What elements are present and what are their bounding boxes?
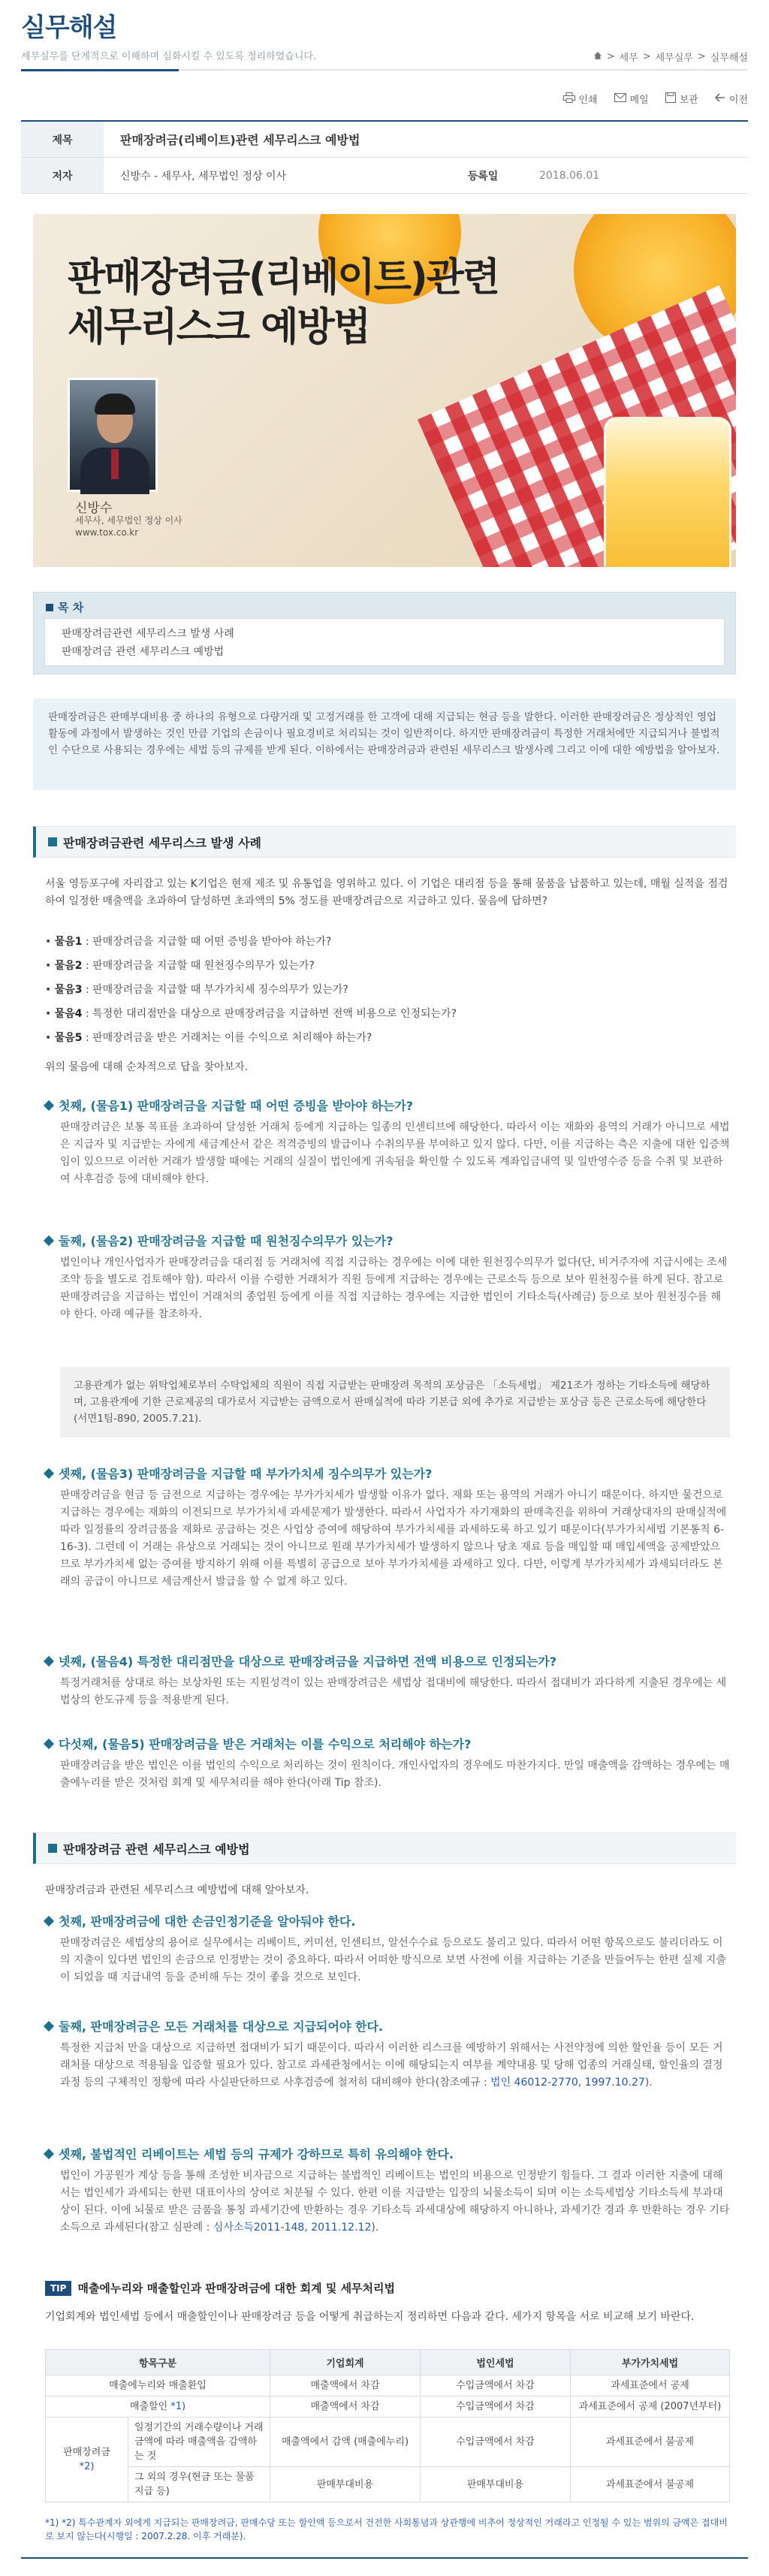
ruling-link[interactable]: 심사소득2011-148, 2011.12.12 <box>213 2222 372 2234</box>
article-banner-image <box>33 214 736 567</box>
header-accent-bar <box>21 69 179 71</box>
mail-icon <box>614 93 626 105</box>
article-toolbar <box>563 92 749 106</box>
tip-body: 법인이 가공원가 계상 등을 통해 조성한 비자금으로 지급하는 불법적인 리베이트는 법인의 비용으로 인정받기 힘들다. 그 결과 이러한 지출에 대해서는 법인세가 과세되는 한편 대표이사의 상여로 처분될 수 있다. 한편 이를 지급받는 입장의 뇌물소득이 되며 이는 소득세법상 기타소득세 부과대상이 된다. 이에 뇌물로 받은 금품을 통칭 과세기간에 반환하는 경우 기타소득 과세대상에 해당하지 아니하나, 과세기간 경과 후 반환하는 경우 기타소득으로 과세된다(참고 심판례 : 심사소득2011-148, 2011.12.12). <box>60 2170 730 2234</box>
date-value: 2018.06.01 <box>539 169 600 182</box>
toc-heading: 목 차 <box>46 599 83 615</box>
toc-square-icon <box>46 604 53 611</box>
author-label: 저자 <box>21 158 104 193</box>
breadcrumb-item[interactable]: 세무 <box>619 53 638 64</box>
section-heading: 판매장려금 관련 세무리스크 예방법 <box>33 1832 736 1864</box>
section-heading: 판매장려금관련 세무리스크 발생 사례 <box>33 826 736 858</box>
tip-heading: TIP 매출에누리와 매출할인과 판매장려금에 대한 회계 및 세무처리법 <box>45 2280 395 2296</box>
ruling-link[interactable]: 법인 46012-2770, 1997.10.27 <box>490 2077 645 2089</box>
answer-body: 판매장려금은 보통 목표를 초과하여 달성한 거래처 등에게 지급하는 일종의 인센티브에 해당한다. 따라서 이는 재화와 용역의 거래가 아니므로 세법은 지급자 및 지급받는 자에게 세금계산서 같은 적격증빙의 발급이나 수취의무를 부여하고 있지 않다. 다만, 이를 지급하는 측은 지출에 대한 입증책임이 있으므로 이러한 거래가 발생할 때에는 거래의 실질이 법인에게 귀속됨을 확인할 수 있도록 계좌입금내역 및 일반영수증 등을 수취 및 보관하여 사후검증 등에 대비해야 한다. <box>60 1121 730 1185</box>
article-meta <box>21 120 748 194</box>
arrow-left-icon <box>715 93 725 105</box>
toc-item[interactable]: 판매장려금관련 세무리스크 발생 사례 <box>62 628 234 640</box>
save-button[interactable]: 보관 <box>665 92 698 106</box>
date-label: 등록일 <box>467 170 499 182</box>
answer-body: 판매장려금을 현금 등 금전으로 지급하는 경우에는 부가가치세가 발생할 이유가 없다. 재화 또는 용역의 거래가 아니기 때문이다. 하지만 물건으로 지급하는 경우에는 재화의 이전되므로 부가가치세 과세문제가 발생한다. 따라서 사업자가 자기재화의 판매촉진을 위하여 거래상대자의 판매실적에 따라 일정률의 장려금품을 재화로 공급하는 것은 사업상 증여에 해당하여 부가가치세를 과세하도록 하고 있기 때문이다(부가가치세법 기본통칙 6-16-3). 그런데 이 거래는 유상으로 거래되는 것이 아니므로 원래 부가가치세가 발생하지 않으나 당초 재료 등을 매입할 때 매입세액을 공제받았으므로 부가가치세 없는 증여를 방지하기 위해 이를 특별히 공급으로 보아 부가가치세를 과세하고 있다. 다만, 이렇게 부가가치세가 과세되더라도 본래의 공급이 아니므로 세금계산서 발급을 할 수 없게 하고 있다. <box>60 1489 727 1588</box>
table-row: 매출할인 *1) 매출액에서 차감 수입금액에서 차감 과세표준에서 공제 (2007년부터) <box>46 2397 730 2418</box>
author-photo <box>68 378 158 492</box>
table-row: 매출에누리와 매출환입 매출액에서 차감 수입금액에서 차감 과세표준에서 공제 <box>46 2375 730 2397</box>
tip-badge: TIP <box>45 2281 71 2296</box>
print-button[interactable]: 인쇄 <box>563 92 598 106</box>
tip-body: 특정한 지급처 만을 대상으로 지급하면 접대비가 되기 때문이다. 따라서 이러한 리스크를 예방하기 위해서는 사전약정에 의한 할인율 등이 모든 거래처를 대상으로 적용됨을 입증할 필요가 있다. 참고로 과세관청에서는 이에 해당되는지 여부를 계약내용 및 당해 업종의 거래실태, 할인율의 결정과정 등의 구체적인 정황에 따라 사실판단하므로 사후검증에 철저히 대비해야 한다(참조예규 : 법인 46012-2770, 1997.10.27). <box>60 2042 723 2089</box>
home-icon[interactable] <box>593 51 602 63</box>
tip-heading: 둘째, 판매장려금은 모든 거래처를 대상으로 지급되어야 한다. <box>45 2017 730 2035</box>
answer-body: 법인이나 개인사업자가 판매장려금을 대리점 등 거래처에 직접 지급하는 경우에는 이에 대한 원천징수의무가 없다(단, 비거주자에 지급시에는 조세조약 등을 별도로 검토해야 함). 따라서 이를 수령한 거래처가 직원 등에게 지급하는 경우에는 근로소득 등으로 보아 원천징수를 하게 된다. 참고로 판매장려금을 지급하는 법인이 거래처의 종업원 등에게 이를 직접 지급하는 경우에는 지급한 법인이 기타소득(사례금) 등으로 보아 원천징수를 해야 한다. 아래 예규를 참조하자. <box>60 1256 728 1320</box>
tip-heading: 셋째, 불법적인 리베이트는 세법 등의 규제가 강하므로 특히 유의해야 한다. <box>45 2145 730 2162</box>
table-row: 판매장려금 *2) 일정기간의 거래수량이나 거래금액에 따라 매출액을 감액하는 것 매출액에서 감액 (매출에누리) 수입금액에서 차감 과세표준에서 불공제 <box>46 2418 730 2467</box>
meta-title-row <box>21 122 748 158</box>
ruling-note: 고용관계가 없는 위탁업체로부터 수탁업체의 직원이 직접 지급받는 판매장려 목적의 포상금은 「소득세법」 제21조가 정하는 기타소득에 해당하며, 고용관계에 기한 근로제공의 대가로서 지급받는 금액으로서 판매실적에 따라 기본급 외에 추가로 지급받는 포상금 등은 근로소득에 해당한다(서면1팀-890, 2005.7.21). <box>60 1367 730 1437</box>
list-item: • 물음4 : 특정한 대리점만을 대상으로 판매장려금을 지급하면 전액 비용으로 인정되는가? <box>45 1008 457 1020</box>
print-icon <box>563 92 575 106</box>
section-title: 실무해설 <box>21 13 117 43</box>
save-icon <box>665 92 676 106</box>
author-signature: 신방수 세무사, 세무법인 정상 이사 www.tox.co.kr <box>75 501 182 538</box>
answer-heading: 넷째, (물음4) 특정한 대리점만을 대상으로 판매장려금을 지급하면 전액 비용으로 인정되는가? <box>45 1652 730 1670</box>
list-item: • 물음1 : 판매장려금을 지급할 때 어떤 증빙을 받아야 하는가? <box>45 936 332 948</box>
answer-body: 특정거래처를 상대로 하는 보상차원 또는 지원성격이 있는 판매장려금은 세법상 접대비에 해당한다. 따라서 접대비가 과다하게 지출된 경우에는 세법상의 한도규제 등을 적용받게 된다. <box>60 1677 727 1706</box>
author-value: 신방수 - 세무사, 세무법인 정상 이사 <box>120 170 287 182</box>
case-paragraph: 서울 영등포구에 자리잡고 있는 K기업은 현재 제조 및 유통업을 영위하고 있다. 이 기업은 대리점 등을 통해 물품을 납품하고 있는데, 매월 실적을 점검하여 일정한 매출액을 초과하여 달성하면 초과액의 5% 정도를 판매장려금으로 지급하고 있다. 물음에 답하면? <box>45 878 728 907</box>
answer-heading: 다섯째, (물음5) 판매장려금을 받은 거래처는 이를 수익으로 처리해야 하는가? <box>45 1735 730 1752</box>
section-subtitle: 세무실무를 단계적으로 이해하며 심화시킬 수 있도록 정리하였습니다. <box>21 51 317 62</box>
meta-author-row <box>21 158 748 194</box>
mail-button[interactable]: 메일 <box>614 92 649 106</box>
title-label: 제목 <box>21 122 104 157</box>
lead-text: 위의 물음에 대해 순차적으로 답을 찾아보자. <box>45 1061 249 1073</box>
tip-lead: 기업회계와 법인세법 등에서 매출할인이나 판매장려금 등을 어떻게 취급하는지 정리하면 다음과 같다. 세가지 항목을 서로 비교해 보기 바란다. <box>45 2311 695 2323</box>
article-title: 판매장려금(리베이트)관련 세무리스크 예방법 <box>120 133 360 147</box>
answer-body: 판매장려금을 받은 법인은 이를 법인의 수익으로 처리하는 것이 원칙이다. 개인사업자의 경우에도 마찬가지다. 만일 매출액을 감액하는 경우에는 매출에누리를 받은 것처럼 회계 및 세무처리를 해야 한다(아래 Tip 참조). <box>60 1760 730 1789</box>
breadcrumb-item[interactable]: 세무실무 <box>655 53 693 64</box>
list-item: • 물음5 : 판매장려금을 받은 거래처는 이를 수익으로 처리해야 하는가? <box>45 1032 372 1044</box>
square-bullet-icon <box>48 837 57 846</box>
breadcrumb: > 세무 > 세무실무 > 실무해설 <box>593 50 748 64</box>
table-row: 그 외의 경우(현금 또는 물품 지급 등) 판매부대비용 판매부대비용 과세표준에서 불공제 <box>46 2467 730 2502</box>
prev-button[interactable]: 이전 <box>715 92 748 106</box>
intro-paragraph: 판매장려금은 판매부대비용 중 하나의 유형으로 다량거래 및 고정거래를 한 고객에 대해 지급되는 현금 등을 말한다. 이러한 판매장려금은 정상적인 영업활동에 과정에서 발생하는 것인 만큼 기업의 손금이나 필요경비로 처리되는 것이 일반적이다. 하지만 판매장려금이 특정한 거래처에만 지급되거나 불법적인 수단으로 사용되는 경우에는 세법 등의 규제를 받게 된다. 이하에서는 판매장려금과 관련된 세무리스크 발생사례 그리고 이에 대한 예방법을 알아보자. <box>33 698 736 790</box>
table-header-row: 항목구분 기업회계 법인세법 부가가치세법 <box>46 2350 730 2375</box>
banner-title: 판매장려금(리베이트)관련 세무리스크 예방법 <box>68 255 499 350</box>
list-item: • 물음2 : 판매장려금을 지급할 때 원천징수의무가 있는가? <box>45 960 315 972</box>
question-list <box>45 930 730 1050</box>
tip-body: 판매장려금은 세법상의 용어로 실무에서는 리베이트, 커미션, 인센티브, 알선수수료 등으로도 불리고 있다. 따라서 어떤 항목으로도 불리더라도 이의 지출이 있다면 법인의 손금으로 인정받는 것이 중요하다. 따라서 어떠한 방식으로 보면 사전에 이를 지급하는 기준을 만들어두는 한편 실제 지출이 되었을 때 지급내역 등을 준비해 두는 것이 좋을 것으로 보인다. <box>60 1937 726 1983</box>
square-bullet-icon <box>48 1844 57 1853</box>
comparison-table <box>45 2349 730 2502</box>
page-bottom-divider <box>21 2557 748 2559</box>
juice-glass-image <box>604 417 731 567</box>
page-header <box>21 11 748 71</box>
table-footnote: *1) *2) 특수관계자 외에게 지급되는 판매장려금, 판매수당 또는 할인액 등으로서 건전한 사회통념과 상관행에 비추어 정상적인 거래라고 인정될 수 있는 범위의 금액은 접대비로 보지 않는다(시행일 : 2007.2.28. 이후 거래분). <box>45 2517 728 2541</box>
answer-heading: 둘째, (물음2) 판매장려금을 지급할 때 원천징수의무가 있는가? <box>45 1232 730 1249</box>
table-of-contents <box>33 592 736 674</box>
breadcrumb-item[interactable]: 실무해설 <box>710 53 748 64</box>
answer-heading: 첫째, (물음1) 판매장려금을 지급할 때 어떤 증빙을 받아야 하는가? <box>45 1096 730 1114</box>
toc-item[interactable]: 판매장려금 관련 세무리스크 예방법 <box>62 646 225 658</box>
tip-heading: 첫째, 판매장려금에 대한 손금인정기준을 알아둬야 한다. <box>45 1912 730 1929</box>
lead-text: 판매장려금과 관련된 세무리스크 예방법에 대해 알아보자. <box>45 1884 309 1896</box>
list-item: • 물음3 : 판매장려금을 지급할 때 부가가치세 징수의무가 있는가? <box>45 984 348 996</box>
answer-heading: 셋째, (물음3) 판매장려금을 지급할 때 부가가치세 징수의무가 있는가? <box>45 1464 730 1482</box>
